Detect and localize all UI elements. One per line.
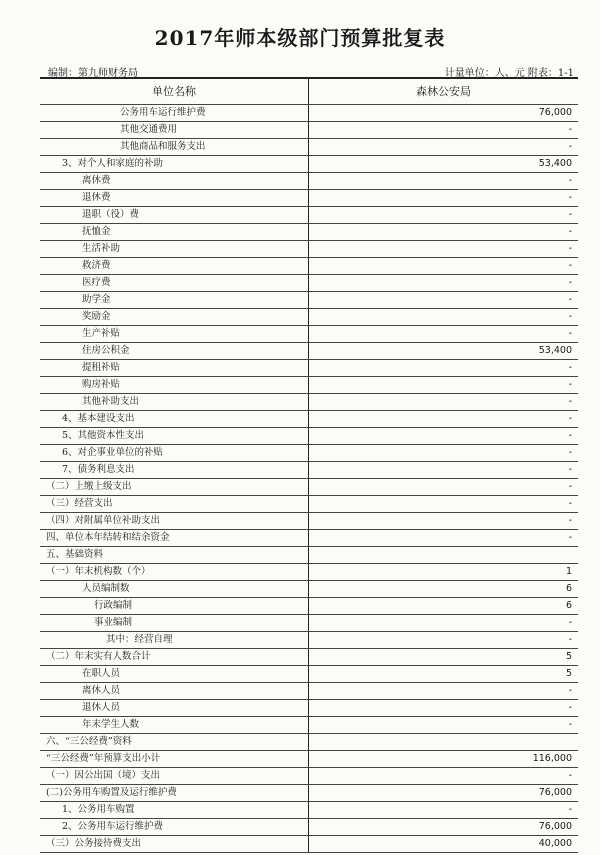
row-value: - [568, 685, 572, 696]
row-label: 公务用车运行维护费 [40, 105, 309, 121]
row-value: - [568, 243, 572, 254]
row-value: - [568, 447, 572, 458]
table-row [40, 717, 578, 734]
row-label: 年末学生人数 [40, 717, 309, 733]
table-row [40, 496, 578, 513]
table-row [40, 394, 578, 411]
table-row [40, 207, 578, 224]
row-value: - [568, 175, 572, 186]
budget-table [40, 77, 578, 853]
table-row [40, 768, 578, 785]
table-row [40, 666, 578, 683]
table-row [40, 734, 578, 751]
compiler-label: 编制：第九师财务局 [48, 68, 138, 79]
table-row [40, 258, 578, 275]
table-row [40, 105, 578, 122]
row-value: - [568, 413, 572, 424]
row-label: 提租补贴 [40, 360, 309, 376]
row-label: 其他补助支出 [40, 394, 309, 410]
table-row [40, 632, 578, 649]
table-row [40, 156, 578, 173]
table-row [40, 530, 578, 547]
table-row [40, 224, 578, 241]
row-label: 五、基础资料 [40, 547, 309, 563]
row-value: - [568, 362, 572, 373]
row-label: 生活补助 [40, 241, 309, 257]
row-label: 六、“三公经费”资料 [40, 734, 309, 750]
table-row [40, 513, 578, 530]
table-row [40, 751, 578, 768]
row-label: （三）公务接待费支出 [40, 836, 309, 852]
row-value: 5 [565, 668, 572, 679]
row-label: （一）因公出国（境）支出 [40, 768, 309, 784]
row-value: 53,400 [538, 158, 572, 169]
table-row [40, 360, 578, 377]
table-row [40, 581, 578, 598]
page-title: 2017年师本级部门预算批复表 [154, 26, 446, 50]
row-value: - [568, 124, 572, 135]
row-value: - [568, 192, 572, 203]
row-value: - [568, 209, 572, 220]
row-value: - [568, 515, 572, 526]
table-row [40, 275, 578, 292]
row-label: “三公经费”年预算支出小计 [40, 751, 309, 767]
row-value: 1 [565, 566, 572, 577]
row-value: - [568, 277, 572, 288]
row-value: - [568, 770, 572, 781]
row-label: 1、公务用车购置 [40, 802, 309, 818]
row-value: - [568, 260, 572, 271]
table-row [40, 326, 578, 343]
row-label: （二）上缴上级支出 [40, 479, 309, 495]
table-row [40, 445, 578, 462]
row-label: 住房公积金 [40, 343, 309, 359]
table-row [40, 462, 578, 479]
table-row [40, 649, 578, 666]
table-row [40, 802, 578, 819]
row-label: 其他交通费用 [40, 122, 309, 138]
table-row [40, 377, 578, 394]
table-header [40, 79, 578, 105]
row-label: 助学金 [40, 292, 309, 308]
row-value: - [568, 328, 572, 339]
row-label: 其中：经营自理 [40, 632, 309, 648]
row-label: 人员编制数 [40, 581, 309, 597]
row-label: 退职（役）费 [40, 207, 309, 223]
row-value: 40,000 [538, 838, 572, 849]
row-value: - [568, 141, 572, 152]
table-row [40, 428, 578, 445]
table-row [40, 836, 578, 853]
table-row [40, 564, 578, 581]
row-value: 116,000 [532, 753, 572, 764]
row-label: 离休人员 [40, 683, 309, 699]
header-department: 森林公安局 [416, 85, 471, 98]
row-label: 救济费 [40, 258, 309, 274]
row-label: 3、对个人和家庭的补助 [40, 156, 309, 172]
row-value: - [568, 379, 572, 390]
row-value: - [568, 617, 572, 628]
table-row [40, 547, 578, 564]
table-row [40, 479, 578, 496]
row-label: 4、基本建设支出 [40, 411, 309, 427]
row-value: - [568, 804, 572, 815]
row-label: 6、对企事业单位的补贴 [40, 445, 309, 461]
row-label: 离休费 [40, 173, 309, 189]
table-row [40, 598, 578, 615]
row-label: 奖励金 [40, 309, 309, 325]
table-row [40, 683, 578, 700]
row-value [309, 734, 578, 750]
row-value: - [568, 464, 572, 475]
row-value: - [568, 532, 572, 543]
row-value: - [568, 396, 572, 407]
row-value: 5 [565, 651, 572, 662]
table-row [40, 122, 578, 139]
row-label: 医疗费 [40, 275, 309, 291]
row-value: - [568, 294, 572, 305]
table-row [40, 785, 578, 802]
table-row [40, 411, 578, 428]
row-label: 5、其他资本性支出 [40, 428, 309, 444]
row-value: 76,000 [538, 821, 572, 832]
row-value: 76,000 [538, 107, 572, 118]
row-value: 6 [565, 600, 572, 611]
row-label: 生产补贴 [40, 326, 309, 342]
table-row [40, 615, 578, 632]
row-value: - [568, 311, 572, 322]
table-row [40, 819, 578, 836]
row-value: 6 [565, 583, 572, 594]
row-label: 在职人员 [40, 666, 309, 682]
row-value: - [568, 481, 572, 492]
table-row [40, 292, 578, 309]
row-label: 其他商品和服务支出 [40, 139, 309, 155]
row-label: 7、债务利息支出 [40, 462, 309, 478]
header-unit-name: 单位名称 [40, 79, 309, 104]
unit-note: 计量单位：人、元 附表：1-1 [444, 68, 574, 79]
row-label: （二）年末实有人数合计 [40, 649, 309, 665]
row-value: - [568, 430, 572, 441]
row-value: - [568, 719, 572, 730]
row-label: （三）经营支出 [40, 496, 309, 512]
row-label: 购房补贴 [40, 377, 309, 393]
table-row [40, 139, 578, 156]
row-label: 2、公务用车运行维护费 [40, 819, 309, 835]
table-row [40, 190, 578, 207]
row-value: 76,000 [538, 787, 572, 798]
row-label: 抚恤金 [40, 224, 309, 240]
table-row [40, 700, 578, 717]
row-label: 退休费 [40, 190, 309, 206]
table-row [40, 241, 578, 258]
row-label: （四）对附属单位补助支出 [40, 513, 309, 529]
table-row [40, 173, 578, 190]
row-value: - [568, 498, 572, 509]
table-row [40, 343, 578, 360]
row-label: 行政编制 [40, 598, 309, 614]
row-label: 四、单位本年结转和结余资金 [40, 530, 309, 546]
row-label: （一）年末机构数（个） [40, 564, 309, 580]
row-value: 53,400 [538, 345, 572, 356]
row-value: - [568, 226, 572, 237]
row-label: (二)公务用车购置及运行维护费 [40, 785, 309, 801]
table-row [40, 309, 578, 326]
row-label: 事业编制 [40, 615, 309, 631]
row-value: - [568, 634, 572, 645]
row-value [309, 547, 578, 563]
row-label: 退休人员 [40, 700, 309, 716]
row-value: - [568, 702, 572, 713]
